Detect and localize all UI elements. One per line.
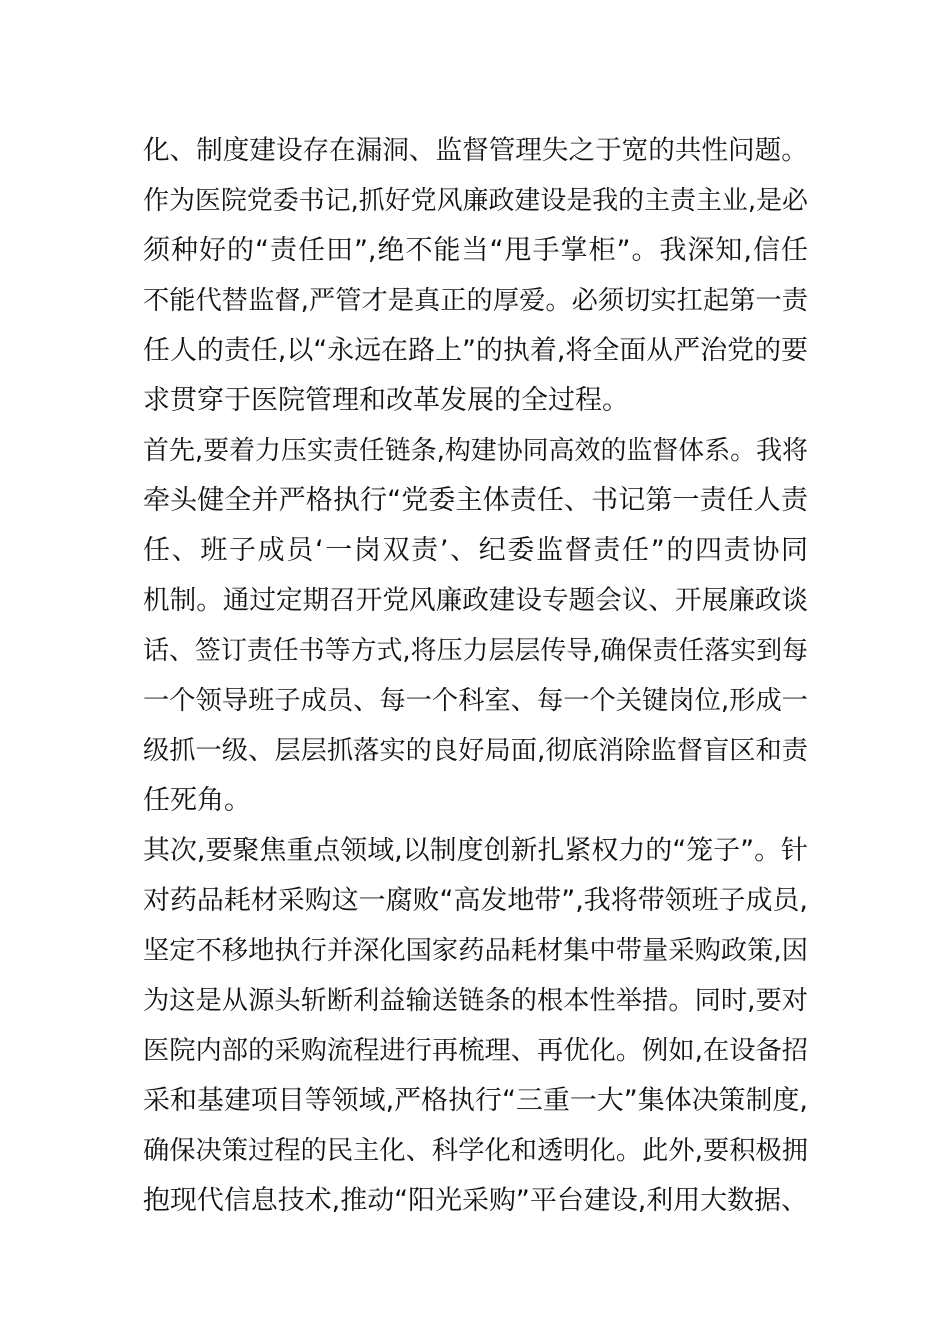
text-line: 任、班子成员‘一岗双责’、纪委监督责任”的四责协同: [143, 535, 808, 566]
text-line: 对药品耗材采购这一腐败“高发地带”,我将带领班子成员,: [143, 885, 808, 916]
text-line: 化、制度建设存在漏洞、监督管理失之于宽的共性问题。: [143, 135, 808, 166]
text-line: 首先,要着力压实责任链条,构建协同高效的监督体系。我将: [143, 436, 808, 466]
text-line: 为这是从源头斩断利益输送链条的根本性举措。同时,要对: [143, 986, 808, 1016]
body-text: [143, 126, 808, 1226]
text-line: 任死角。: [143, 785, 251, 816]
text-line: 机制。通过定期召开党风廉政建设专题会议、开展廉政谈: [143, 585, 808, 616]
text-line: 任人的责任,以“永远在路上”的执着,将全面从严治党的要: [143, 335, 808, 366]
text-line: 牵头健全并严格执行“党委主体责任、书记第一责任人责: [143, 485, 808, 516]
text-line: 抱现代信息技术,推动“阳光采购”平台建设,利用大数据、: [143, 1185, 808, 1216]
text-line: 求贯穿于医院管理和改革发展的全过程。: [143, 385, 629, 416]
text-line: 级抓一级、层层抓落实的良好局面,彻底消除监督盲区和责: [143, 736, 808, 766]
text-line: 话、签订责任书等方式,将压力层层传导,确保责任落实到每: [143, 636, 808, 666]
text-line: 坚定不移地执行并深化国家药品耗材集中带量采购政策,因: [143, 936, 808, 966]
text-line: 须种好的“责任田”,绝不能当“甩手掌柜”。我深知,信任: [143, 235, 808, 266]
text-line: 其次,要聚焦重点领域,以制度创新扎紧权力的“笼子”。针: [143, 835, 808, 866]
text-line: 作为医院党委书记,抓好党风廉政建设是我的主责主业,是必: [143, 186, 808, 216]
text-line: 确保决策过程的民主化、科学化和透明化。此外,要积极拥: [143, 1136, 808, 1166]
text-line: 医院内部的采购流程进行再梳理、再优化。例如,在设备招: [143, 1036, 808, 1066]
text-line: 采和基建项目等领域,严格执行“三重一大”集体决策制度,: [143, 1085, 808, 1116]
text-line: 不能代替监督,严管才是真正的厚爱。必须切实扛起第一责: [143, 286, 808, 316]
text-line: 一个领导班子成员、每一个科室、每一个关键岗位,形成一: [143, 686, 808, 716]
